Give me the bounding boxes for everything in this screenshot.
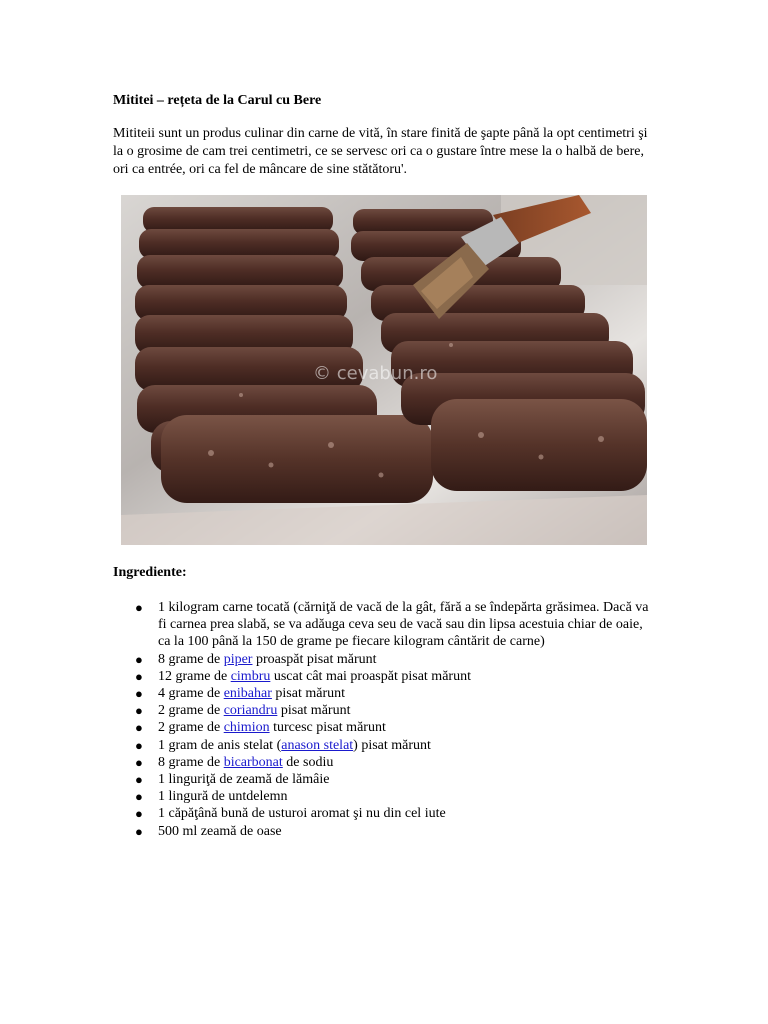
bullet-icon: ● (135, 651, 143, 667)
ingredient-item (113, 771, 658, 788)
ingredient-item (113, 685, 658, 702)
recipe-title: Mititei – rețeta de la Carul cu Bere (113, 93, 322, 108)
intro-paragraph: Mititeii sunt un produs culinar din carne de vită, în stare finită de şapte până la opt centimetri şi la o grosime de cam trei centimetri, ce se servesc ori ca o gustare între mese la o halbă de bere, ori ca entrée, ori ca fel de mâncare de sine stătătoru'. (113, 126, 648, 177)
ingredient-text: 500 ml zeamă de oase (158, 823, 282, 839)
ingredient-link[interactable]: anason stelat (281, 737, 354, 753)
ingredient-link[interactable]: coriandru (223, 703, 278, 719)
photo-watermark: © cevabun.ro (313, 363, 438, 384)
ingredient-link[interactable]: cimbru (230, 668, 271, 684)
bullet-icon: ● (135, 600, 143, 615)
bullet-icon: ● (135, 789, 143, 805)
ingredient-item (113, 719, 658, 736)
ingredient-text: 1 lingură de untdelemn (158, 789, 288, 805)
ingredient-item (113, 651, 658, 668)
ingredient-item (113, 737, 658, 754)
bullet-icon: ● (135, 754, 143, 770)
recipe-photo (121, 195, 647, 545)
ingredient-text: 8 grame de (158, 754, 224, 770)
ingredient-link[interactable]: enibahar (223, 686, 272, 702)
ingredients-list (113, 599, 658, 840)
ingredient-text: 12 grame de (158, 668, 231, 684)
ingredient-item (113, 754, 658, 771)
ingredient-item (113, 823, 658, 840)
ingredient-item (113, 668, 658, 685)
ingredient-item (113, 702, 658, 719)
ingredient-item (113, 805, 658, 822)
ingredient-text: 4 grame de (158, 686, 224, 702)
ingredient-text: 1 linguriţă de zeamă de lămâie (158, 772, 330, 788)
ingredient-link[interactable]: bicarbonat (223, 754, 283, 770)
ingredient-text: 2 grame de (158, 720, 224, 736)
bullet-icon: ● (135, 772, 143, 788)
ingredient-text: 8 grame de (158, 651, 224, 667)
bullet-icon: ● (135, 823, 143, 839)
ingredient-text: 1 kilogram carne tocată (cărniţă de vacă de la gât, fără a se îndepărta grăsimea. Dacă va fi carnea prea slabă, se va adăuga ceva seu de vacă sau din lipsa acestuia chiar de oaie, ca la 100 până la 150 de grame pe fiecare kilogram cântărit de carne) (158, 600, 649, 650)
ingredients-heading: Ingrediente: (113, 565, 187, 580)
bullet-icon: ● (135, 686, 143, 702)
ingredient-text-after: proaspăt pisat mărunt (252, 651, 377, 667)
bullet-icon: ● (135, 720, 143, 736)
ingredient-text-after: pisat mărunt (277, 703, 351, 719)
ingredient-link[interactable]: chimion (223, 720, 270, 736)
ingredient-link[interactable]: piper (223, 651, 253, 667)
ingredient-item (113, 788, 658, 805)
ingredient-text-after: pisat mărunt (271, 686, 346, 702)
ingredient-text-after: turcesc pisat mărunt (269, 720, 386, 736)
bullet-icon: ● (135, 737, 143, 753)
ingredient-text-after: uscat cât mai proaspăt pisat mărunt (270, 668, 471, 684)
ingredient-text: 1 căpăţână bună de usturoi aromat şi nu din cel iute (158, 806, 446, 822)
bullet-icon: ● (135, 806, 143, 822)
bullet-icon: ● (135, 668, 143, 684)
bullet-icon: ● (135, 703, 143, 719)
ingredient-text: 1 gram de anis stelat ( (158, 737, 282, 753)
ingredient-text-after: ) pisat mărunt (353, 737, 431, 753)
ingredient-item (113, 599, 658, 651)
ingredient-text: 2 grame de (158, 703, 224, 719)
ingredient-text-after: de sodiu (282, 754, 334, 770)
